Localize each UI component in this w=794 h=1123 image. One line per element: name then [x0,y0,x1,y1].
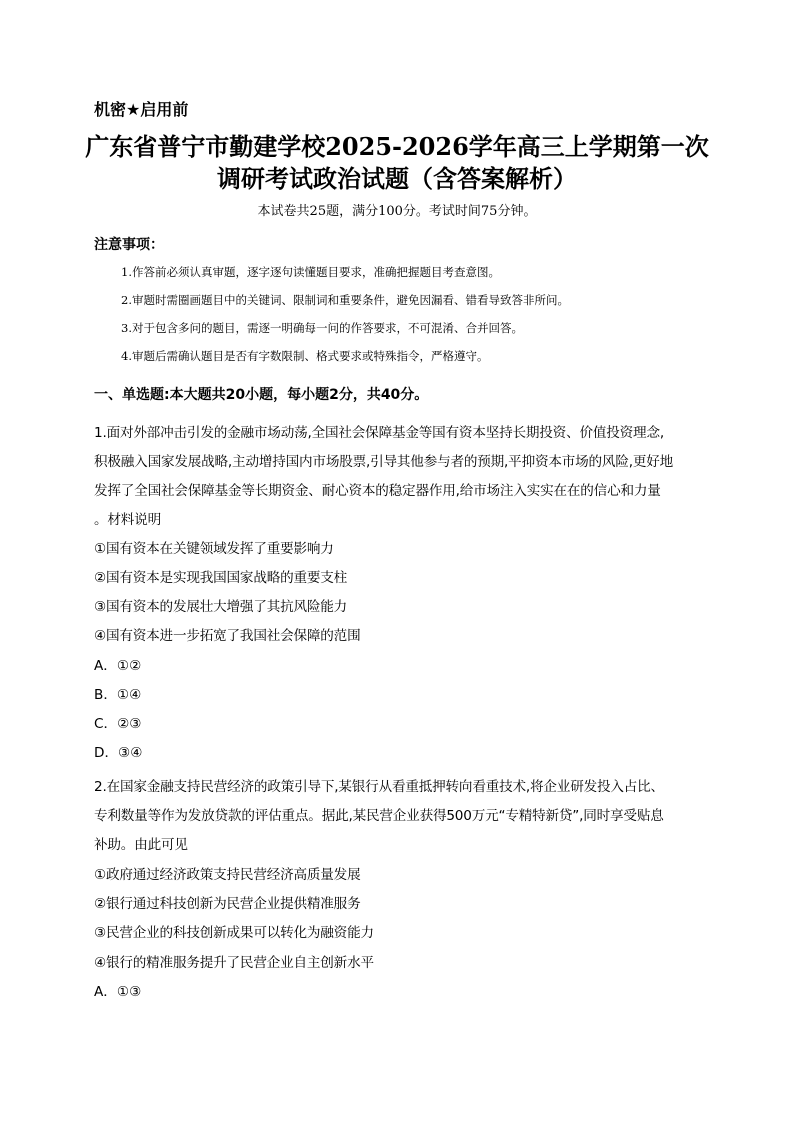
confidential-mark: 机密★启用前 [94,100,189,119]
q1-option-c: C．②③ [94,716,142,732]
q1-stem-line: 。材料说明 [94,512,161,528]
q2-statement: ①政府通过经济政策支持民营经济高质量发展 [94,867,361,883]
q2-stem-line: 2.在国家金融支持民营经济的政策引导下,某银行从看重抵押转向看重技术,将企业研发投入占比、 [94,779,664,795]
note-item: 1.作答前必须认真审题，逐字逐句读懂题目要求，准确把握题目考查意图。 [121,265,500,279]
q1-stem-line: 发挥了全国社会保障基金等长期资金、耐心资本的稳定器作用,给市场注入实实在在的信心和力量 [94,483,661,499]
exam-info: 本试卷共25题，满分100分。考试时间75分钟。 [257,204,537,219]
q1-option-b: B．①④ [94,687,142,703]
q2-stem-line: 补助。由此可见 [94,837,188,853]
q1-option-d: D．③④ [94,745,143,761]
q1-statement: ④国有资本进一步拓宽了我国社会保障的范围 [94,628,361,644]
q1-statement: ③国有资本的发展壮大增强了其抗风险能力 [94,599,348,615]
q1-statement: ②国有资本是实现我国国家战略的重要支柱 [94,570,348,586]
q1-option-a: A．①② [94,658,142,674]
q1-statement: ①国有资本在关键领域发挥了重要影响力 [94,541,334,557]
note-item: 4.审题后需确认题目是否有字数限制、格式要求或特殊指令，严格遵守。 [121,349,489,363]
notes-heading: 注意事项： [94,237,164,253]
q2-statement: ②银行通过科技创新为民营企业提供精准服务 [94,896,361,912]
q1-stem-line: 积极融入国家发展战略,主动增持国内市场股票,引导其他参与者的预期,平抑资本市场的风险,更好地 [94,454,674,470]
section-heading: 一、单选题:本大题共20小题，每小题2分，共40分。 [94,387,429,403]
q2-option-a: A．①③ [94,984,142,1000]
exam-title-line-1: 广东省普宁市勤建学校2025-2026学年高三上学期第一次 [85,132,709,161]
q1-stem-line: 1.面对外部冲击引发的金融市场动荡,全国社会保障基金等国有资本坚持长期投资、价值投资理念, [94,425,664,441]
q2-stem-line: 专利数量等作为发放贷款的评估重点。据此,某民营企业获得500万元“专精特新贷”,同时享受贴息 [94,808,664,824]
note-item: 2.审题时需圈画题目中的关键词、限制词和重要条件，避免因漏看、错看导致答非所问。 [121,293,569,307]
note-item: 3.对于包含多问的题目，需逐一明确每一问的作答要求，不可混淆、合并回答。 [121,321,523,335]
exam-title-line-2: 调研考试政治试题（含答案解析） [217,164,577,193]
q2-statement: ③民营企业的科技创新成果可以转化为融资能力 [94,925,374,941]
q2-statement: ④银行的精准服务提升了民营企业自主创新水平 [94,955,374,971]
